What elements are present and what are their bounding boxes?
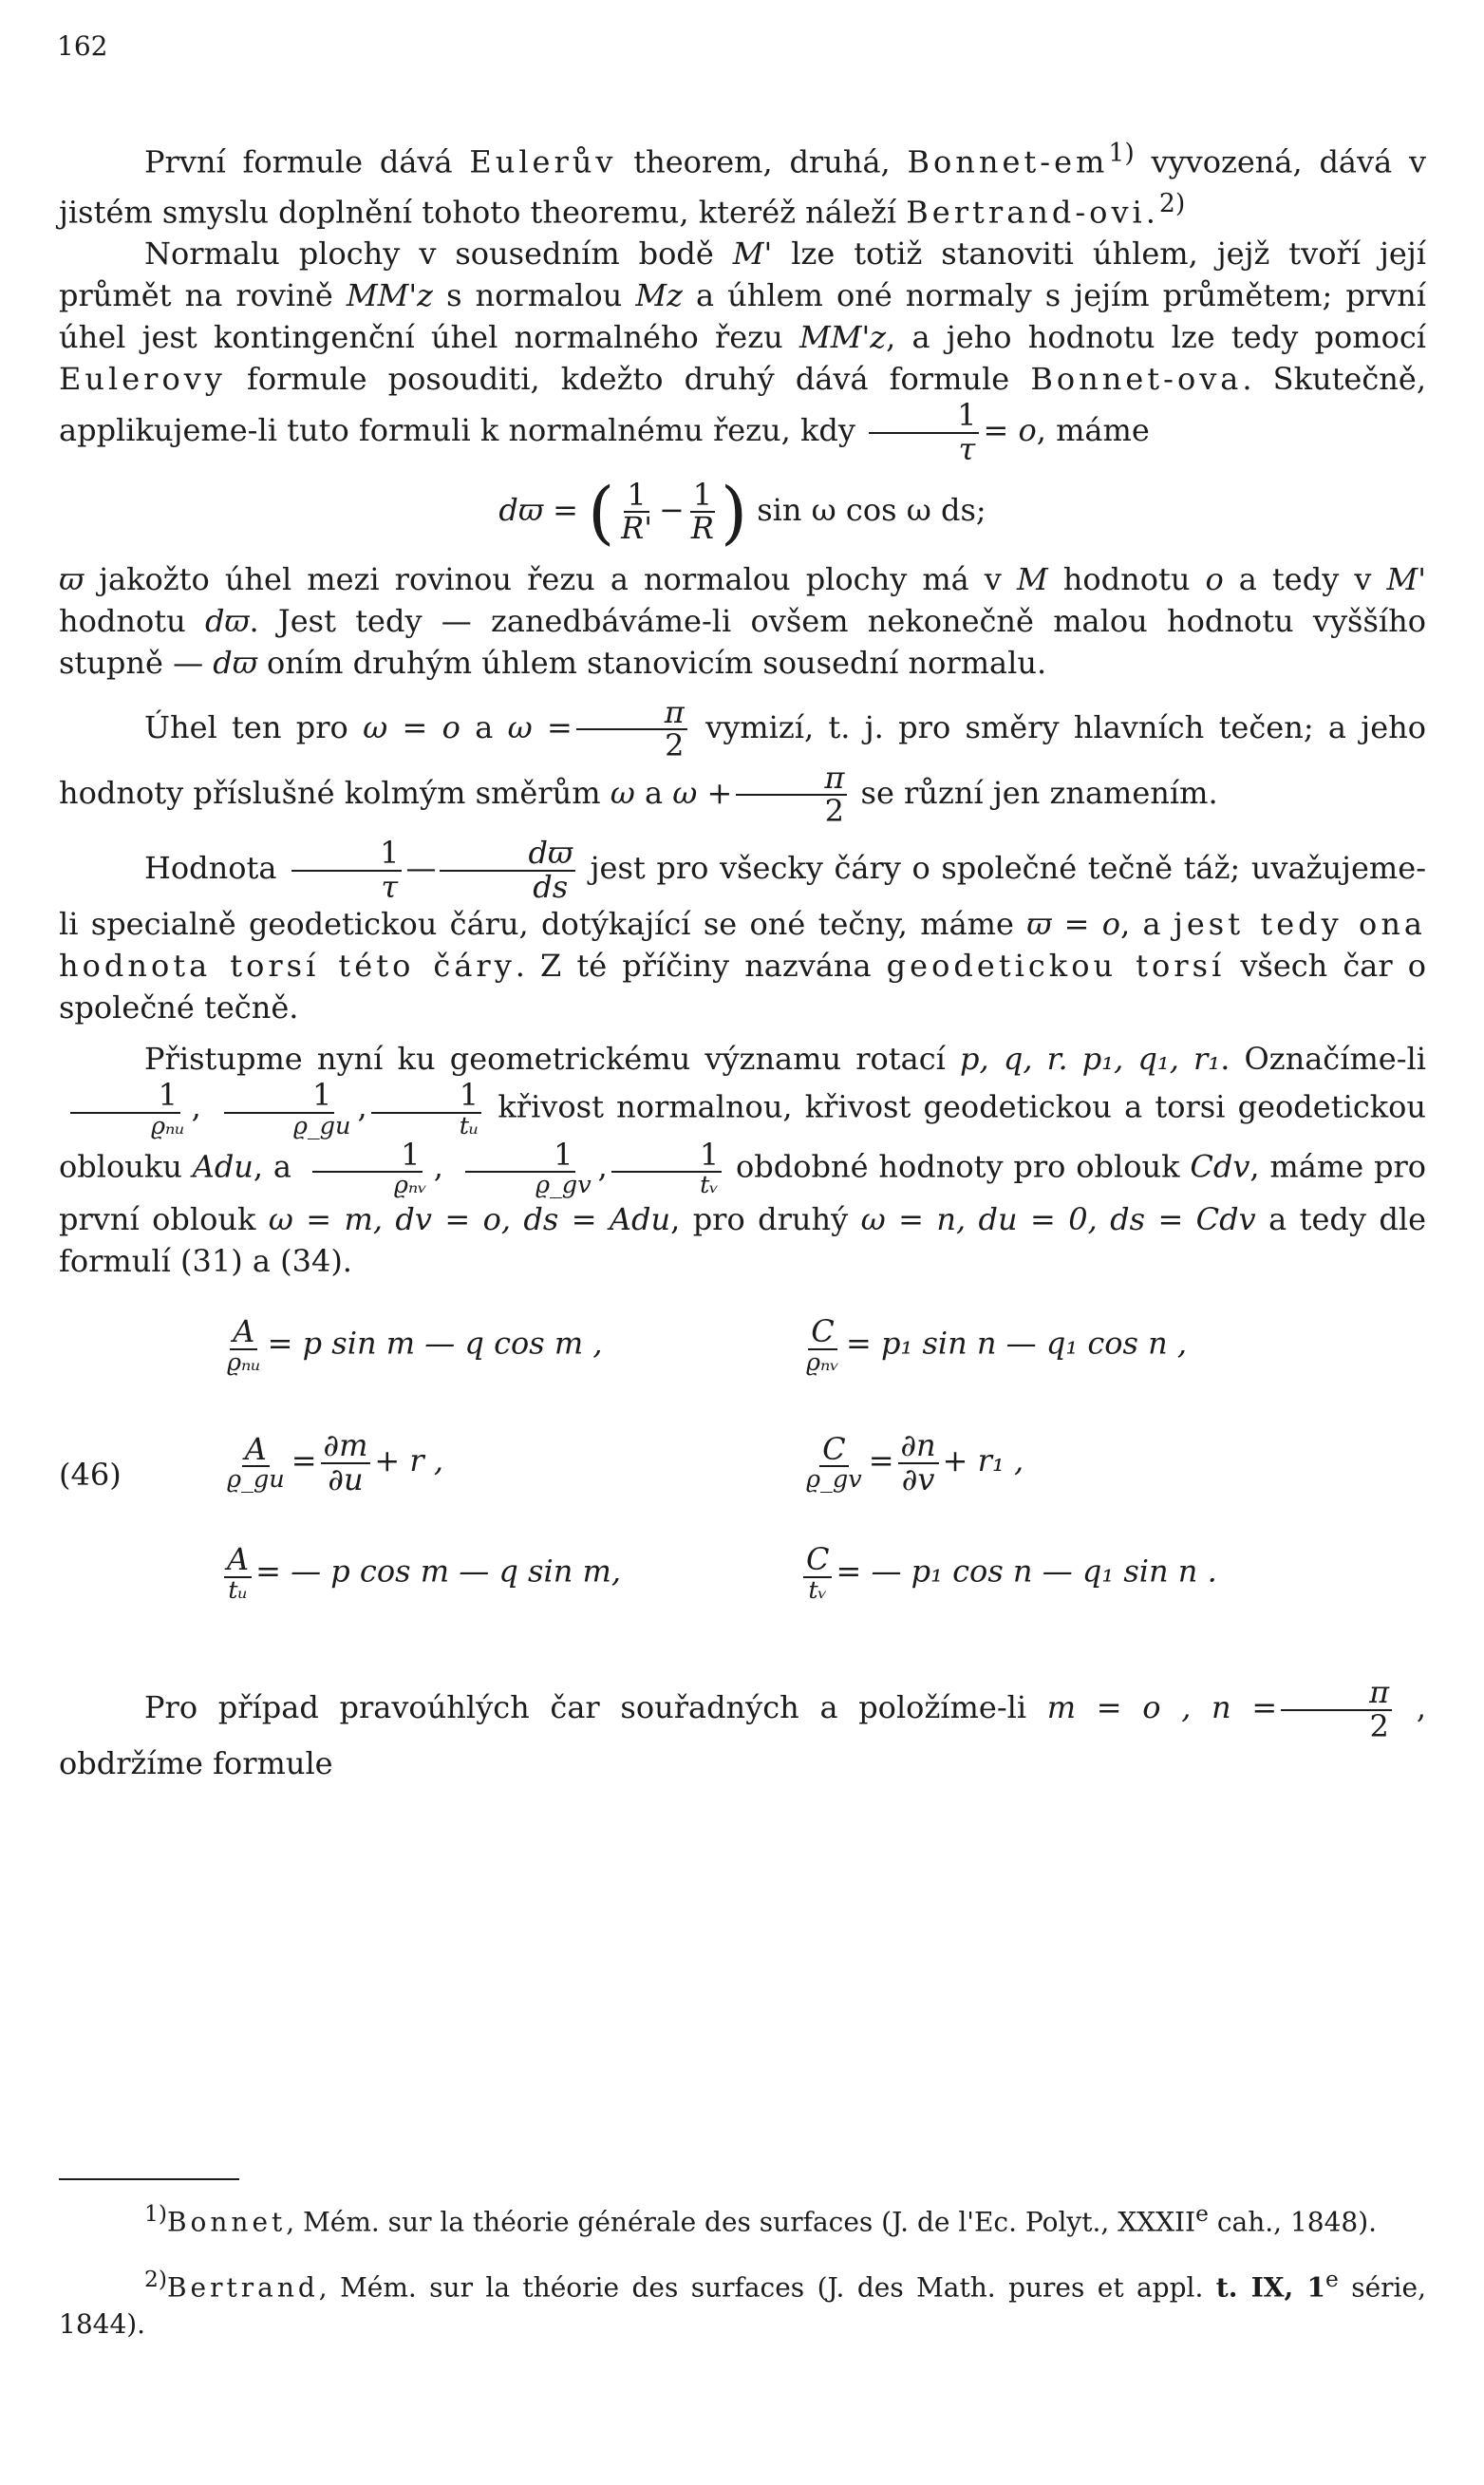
paragraph-2 xyxy=(59,233,1426,465)
fraction xyxy=(898,1427,939,1497)
denominator: ds xyxy=(533,868,569,905)
math: = o xyxy=(983,412,1037,449)
fraction-1-over-R xyxy=(688,476,717,547)
numerator: C xyxy=(808,1316,836,1350)
math: M' xyxy=(732,235,773,273)
text: lze totiž stanoviti úhlem, jejž tvoří její průmět na rovině xyxy=(59,235,1427,314)
volume: t. IX, 1 xyxy=(1215,2271,1326,2304)
page-number: 162 xyxy=(57,30,108,62)
numerator: 1 xyxy=(611,1139,722,1174)
numerator: 1 xyxy=(312,1139,423,1174)
text: hodnotu xyxy=(1047,560,1206,597)
equation-row-3 xyxy=(220,1541,1398,1605)
denominator: ϱₙᵥ xyxy=(393,1171,427,1200)
denominator: 2 xyxy=(824,793,844,830)
math: Cdv xyxy=(1190,1148,1250,1185)
minus-sign: − xyxy=(659,491,685,528)
denominator: ∂v xyxy=(901,1460,935,1497)
equation-col xyxy=(220,1427,799,1497)
numerator: C xyxy=(819,1434,848,1468)
text: hodnotu xyxy=(59,602,205,639)
text: , pro druhý xyxy=(670,1201,861,1238)
text: První formule dává xyxy=(144,143,470,180)
equation-dw xyxy=(59,472,1426,553)
math: M xyxy=(1016,560,1048,597)
text: , Mém. sur la théorie générale des surfaces (J. de l'Ec. Polyt., XXXII xyxy=(286,2206,1196,2238)
denominator: ϱ_gv xyxy=(806,1465,862,1495)
footnote-ref-2[interactable]: 2) xyxy=(1158,188,1186,218)
equation-row-1 xyxy=(220,1313,1398,1377)
text: , máme xyxy=(1036,412,1150,449)
math: ω = m, dv = o, ds = Adu xyxy=(268,1201,671,1238)
math: m = o , n = xyxy=(1046,1689,1278,1726)
text: série, 1844). xyxy=(59,2271,1426,2340)
equation-col xyxy=(799,1313,1398,1377)
equation-col xyxy=(799,1427,1398,1497)
fraction-one-over-tau xyxy=(869,397,979,467)
fraction-pi-over-2 xyxy=(1281,1674,1392,1744)
numerator: A xyxy=(230,1316,257,1350)
equation-col xyxy=(799,1541,1398,1605)
fraction xyxy=(803,1313,842,1377)
denominator: R xyxy=(690,510,714,547)
text: se různí jen znamením. xyxy=(851,774,1218,811)
numerator: 1 xyxy=(690,480,715,514)
denominator: tᵥ xyxy=(700,1171,719,1200)
numerator: A xyxy=(224,1544,252,1578)
denominator: tᵤ xyxy=(228,1575,248,1605)
name-eulerovy: Eulerovy xyxy=(59,361,226,398)
fraction-pi-over-2 xyxy=(576,693,687,764)
text: . Jest tedy — zanedbáváme-li ovšem nekonečně malou hodnotu vyššího stupně — xyxy=(59,602,1427,681)
text: jakožto úhel mezi rovinou řezu a normalou plochy má v xyxy=(84,560,1017,597)
denominator: τ xyxy=(381,868,399,905)
text: , a xyxy=(253,1148,302,1185)
math: MM'z xyxy=(798,319,887,356)
paragraph-5 xyxy=(59,835,1427,1028)
numerator: 1 xyxy=(465,1139,575,1174)
footnotes xyxy=(59,2195,1426,2363)
text: , obdržíme formule xyxy=(59,1689,1427,1782)
footnote-rule xyxy=(59,2178,239,2180)
fraction xyxy=(224,1313,264,1377)
fraction-one-over-tau xyxy=(291,835,402,905)
math: dϖ = xyxy=(498,491,578,528)
text: vymizí, t. j. pro směry hlavních tečen; a jeho hodnoty příslušné kolmým směrům xyxy=(59,708,1427,811)
equation-row-2 xyxy=(220,1427,1398,1497)
denominator: tᵤ xyxy=(459,1111,479,1140)
text: cah., 1848). xyxy=(1208,2206,1378,2238)
numerator: 1 xyxy=(291,838,402,872)
numerator: ∂m xyxy=(321,1430,371,1464)
fraction-dw-over-ds xyxy=(440,835,575,905)
paragraph-3 xyxy=(59,558,1426,684)
fraction xyxy=(803,1541,832,1605)
numerator: 1 xyxy=(70,1080,180,1114)
text: a tedy dle formulí (31) a (34). xyxy=(59,1201,1427,1280)
text: a úhlem oné normaly s jejím průmětem; první úhel jest kontingenční úhel normalného řezu xyxy=(59,277,1427,356)
fraction-1-over-rho-nv xyxy=(306,1136,430,1200)
denominator: ϱ_gv xyxy=(535,1171,592,1200)
fraction-pi-over-2 xyxy=(736,759,847,830)
main-text xyxy=(59,133,1426,1784)
fraction xyxy=(803,1430,865,1495)
math: ϖ xyxy=(59,560,85,597)
text: oním druhým úhlem stanovicím sousední normalu. xyxy=(256,644,1047,681)
spaced-text: geodetickou torsí xyxy=(886,948,1226,985)
fraction-1-over-rho-gu xyxy=(205,1077,354,1140)
math: p, q, r. p₁, q₁, r₁ xyxy=(960,1041,1221,1078)
footnote-mark: 1) xyxy=(144,2200,167,2227)
text: Přistupme nyní ku geometrickému významu rotací xyxy=(144,1041,961,1078)
math: o xyxy=(1205,560,1224,597)
math: ω = o xyxy=(363,708,460,745)
fraction xyxy=(224,1430,288,1495)
fraction-1-over-t-u xyxy=(371,1077,482,1140)
text: , Mém. sur la théorie des surfaces (J. des Math. pures et appl. xyxy=(318,2271,1216,2304)
equals: = xyxy=(868,1442,894,1479)
equation-col xyxy=(220,1541,799,1605)
right-paren: ) xyxy=(720,472,748,553)
text: s normalou xyxy=(433,277,636,314)
text: formule posouditi, kdežto druhý dává formule xyxy=(225,361,1031,398)
denominator: ϱₙᵤ xyxy=(151,1111,185,1140)
fraction xyxy=(321,1427,371,1497)
left-paren: ( xyxy=(588,472,615,553)
math: ω = xyxy=(507,708,573,745)
math: Adu xyxy=(192,1148,254,1185)
numerator: 1 xyxy=(869,400,979,434)
math: dϖ xyxy=(213,644,257,681)
text: Pro případ pravoúhlých čar souřadných a položíme-li xyxy=(144,1689,1047,1726)
paragraph-6: Přistupme nyní ku geometrickému významu rotací p, q, r. p₁, q₁, r₁. Označíme-li $\frac{1}{\text{ϱₙᵤ}}$ , $\frac{1}{ϱ\_gu}$ , $\frac{1}{\text{tᵤ}}$ křivost normalnou, křivost geodetickou a torsi geodetickou oblouku Adu, a $\frac{1}{\text{ϱₙᵥ}}$ , $\frac{1}{ϱ\_gv}$ , $\frac{1}{\text{tᵥ}}$ obdobné hodnoty pro oblouk Cdv, máme pro první oblouk ω = m, dv = o, ds = Adu, pro druhý ω = n, du = 0, ds = Cdv a tedy dle formulí (31) a (34). xyxy=(59,1041,1427,1280)
denominator: ϱₙᵥ xyxy=(806,1347,839,1377)
text: a xyxy=(460,708,508,745)
text: jest pro všecky čáry o společné tečně táž; uvažujeme-li specialně geodetickou čáru, dotýkající se oné tečny, máme xyxy=(59,850,1426,943)
denominator: ϱ_gu xyxy=(292,1111,351,1140)
numerator: dϖ xyxy=(440,838,575,872)
math: + r₁ , xyxy=(942,1442,1024,1479)
numerator: 1 xyxy=(224,1080,334,1114)
math: ω xyxy=(610,774,635,811)
equals: = xyxy=(291,1442,317,1479)
math: ω + xyxy=(672,774,733,811)
math: + r , xyxy=(374,1442,444,1479)
text: . Označíme-li xyxy=(1220,1041,1427,1078)
footnote-mark: 2) xyxy=(144,2266,167,2293)
text: vyvozená, dává v jistém smyslu doplnění tohoto theoremu, kteréž náleží xyxy=(59,143,1427,231)
numerator: π xyxy=(1281,1677,1392,1711)
denominator: ϱₙᵤ xyxy=(227,1347,261,1377)
paragraph-4 xyxy=(59,693,1427,830)
name-euler: Eulerův xyxy=(469,143,617,180)
numerator: A xyxy=(242,1434,270,1468)
numerator: 1 xyxy=(371,1080,481,1114)
math: = p sin m — q cos m , xyxy=(267,1325,603,1362)
equation-col xyxy=(220,1313,799,1377)
fraction-1-over-rho-gv xyxy=(447,1136,594,1200)
name-bonnet-ova: Bonnet-ova xyxy=(1030,361,1243,398)
fraction xyxy=(224,1541,252,1605)
numerator: π xyxy=(736,762,847,797)
superscript: e xyxy=(1325,2266,1339,2293)
math: dϖ xyxy=(204,602,250,639)
text: obdobné hodnoty pro oblouk xyxy=(725,1148,1191,1185)
equation-number: (46) xyxy=(59,1457,122,1494)
numerator: 1 xyxy=(624,480,648,514)
equation-46 xyxy=(59,1313,1426,1639)
denominator: R' xyxy=(621,510,653,547)
denominator: τ xyxy=(958,430,976,467)
math: = — p₁ cos n — q₁ sin n . xyxy=(836,1553,1217,1590)
text: theorem, druhá, xyxy=(616,143,908,180)
text: . Z té příčiny nazvána xyxy=(515,948,887,985)
minus-sign: — xyxy=(405,850,437,887)
text: a xyxy=(634,774,673,811)
math: Mz xyxy=(635,277,683,314)
denominator: 2 xyxy=(665,727,685,764)
fraction-1-over-rho-nu xyxy=(63,1077,188,1140)
text: . Skutečně, applikujeme-li tuto formuli k normalnému řezu, kdy xyxy=(59,361,1427,449)
author: Bertrand xyxy=(166,2271,319,2304)
numerator: C xyxy=(803,1544,832,1578)
numerator: π xyxy=(576,697,687,731)
text: Hodnota xyxy=(144,850,289,887)
paragraph-7 xyxy=(59,1674,1427,1784)
math: = p₁ sin n — q₁ cos n , xyxy=(845,1325,1188,1362)
denominator: 2 xyxy=(1369,1707,1389,1744)
text: , a jeho hodnotu lze tedy pomocí xyxy=(886,319,1427,356)
numerator: ∂n xyxy=(898,1430,939,1464)
footnote-2 xyxy=(59,2261,1426,2342)
text: všech čar o společné tečně. xyxy=(59,948,1427,1026)
superscript: e xyxy=(1195,2200,1209,2227)
text: křivost normalnou, křivost geodetickou a torsi geodetickou oblouku xyxy=(59,1088,1426,1185)
paragraph-1 xyxy=(59,133,1426,233)
author: Bonnet xyxy=(166,2206,287,2238)
footnote-1 xyxy=(59,2195,1426,2240)
math: = — p cos m — q sin m, xyxy=(255,1553,621,1590)
text: a tedy v xyxy=(1223,560,1387,597)
name-bertrand: Bertrand-ovi. xyxy=(906,194,1159,231)
math: ω = n, du = 0, ds = Cdv xyxy=(860,1201,1256,1238)
text: Úhel ten pro xyxy=(144,708,364,745)
denominator: ∂u xyxy=(328,1460,364,1497)
spaced-text: jest tedy ona hodnota torsí této čáry xyxy=(59,906,1427,985)
fraction-1-over-R-prime xyxy=(618,476,655,547)
math: sin ω cos ω ds; xyxy=(757,491,986,528)
denominator: tᵥ xyxy=(808,1575,828,1605)
text: , a xyxy=(1120,906,1174,943)
math: ϖ = o xyxy=(1026,906,1121,943)
denominator: ϱ_gu xyxy=(227,1465,285,1495)
math: MM'z xyxy=(346,277,434,314)
math: M' xyxy=(1386,560,1427,597)
text: , máme pro první oblouk xyxy=(59,1148,1427,1238)
fraction-1-over-t-v xyxy=(611,1136,722,1200)
footnote-ref-1[interactable]: 1) xyxy=(1108,139,1135,168)
name-bonnet: Bonnet-em xyxy=(907,143,1109,180)
text: Normalu plochy v sousedním bodě xyxy=(144,235,733,273)
